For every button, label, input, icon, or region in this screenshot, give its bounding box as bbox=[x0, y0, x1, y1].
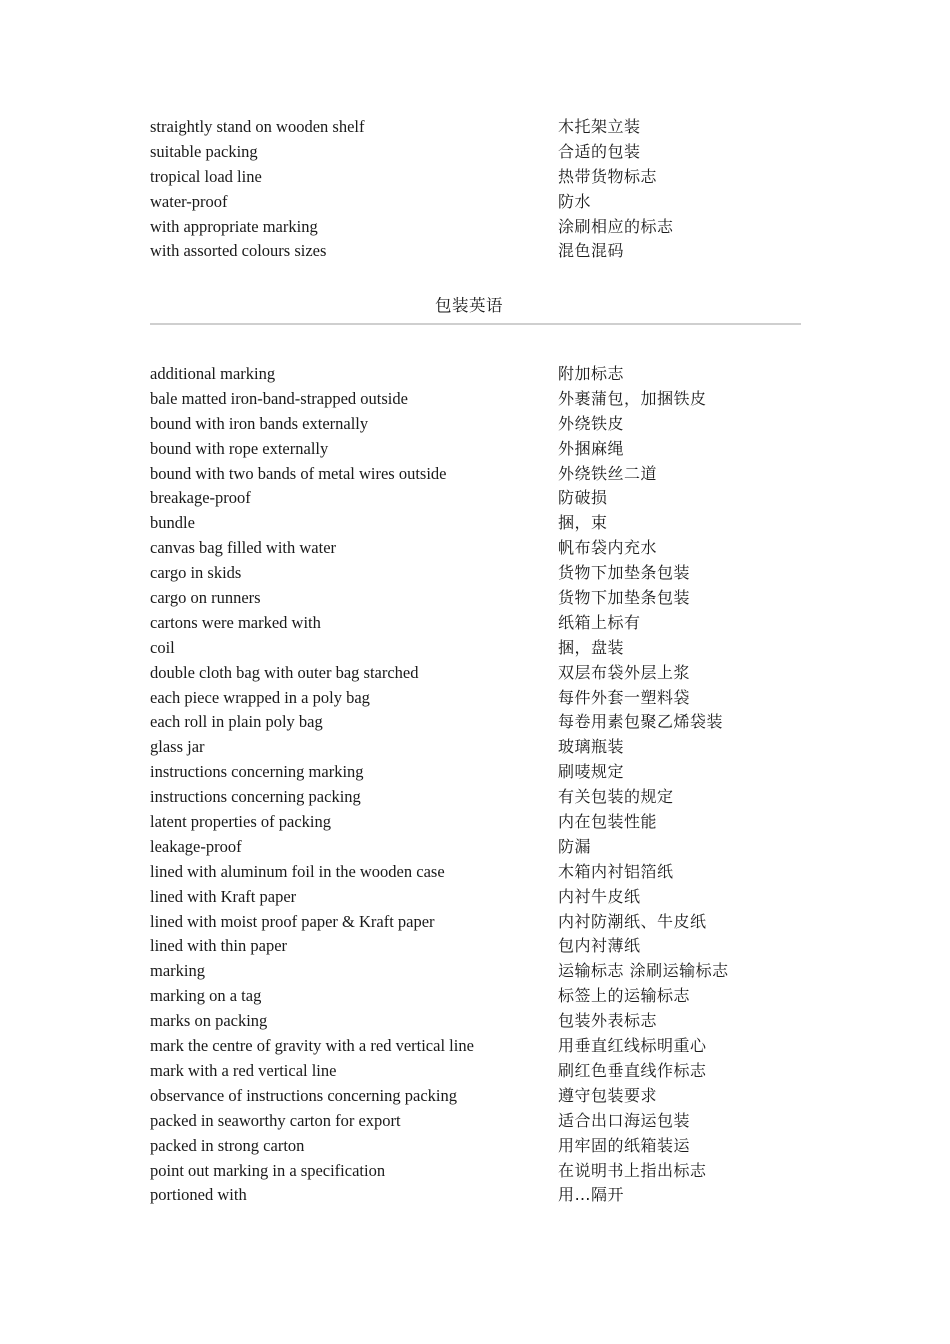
term-chinese: 木箱内衬铝箔纸 bbox=[558, 861, 674, 881]
term-chinese: 涂刷相应的标志 bbox=[558, 216, 674, 236]
term-chinese: 外裹蒲包，加捆铁皮 bbox=[558, 388, 707, 408]
term-chinese: 运输标志 涂刷运输标志 bbox=[558, 961, 729, 981]
term-chinese: 木托架立装 bbox=[558, 117, 641, 136]
glossary-row bbox=[150, 860, 800, 885]
term-english: lined with Kraft paper bbox=[150, 886, 297, 906]
term-english: cargo on runners bbox=[150, 588, 261, 608]
term-english: mark the centre of gravity with a red vertical line bbox=[150, 1036, 474, 1056]
term-chinese: 纸箱上标有 bbox=[558, 612, 641, 632]
term-english: point out marking in a specification bbox=[150, 1160, 386, 1180]
glossary-row bbox=[150, 1134, 800, 1159]
term-chinese: 每件外套一塑料袋 bbox=[558, 687, 691, 707]
term-english: each piece wrapped in a poly bag bbox=[150, 687, 370, 707]
term-english: tropical load line bbox=[150, 166, 262, 186]
term-english: straightly stand on wooden shelf bbox=[150, 117, 365, 136]
term-english: bound with two bands of metal wires outside bbox=[150, 463, 447, 483]
glossary-row bbox=[150, 586, 800, 611]
term-english: with assorted colours sizes bbox=[150, 241, 327, 261]
term-chinese: 玻璃瓶装 bbox=[558, 737, 625, 757]
term-english: observance of instructions concerning packing bbox=[150, 1085, 457, 1105]
glossary-row bbox=[150, 1183, 800, 1208]
glossary-row bbox=[150, 735, 800, 760]
term-chinese: 附加标志 bbox=[558, 364, 625, 383]
glossary-row bbox=[150, 115, 800, 140]
glossary-row bbox=[150, 511, 800, 536]
term-english: marking bbox=[150, 961, 205, 981]
glossary-row bbox=[150, 412, 800, 437]
term-english: mark with a red vertical line bbox=[150, 1060, 337, 1080]
glossary-row bbox=[150, 959, 800, 984]
glossary-list-top bbox=[150, 115, 800, 264]
term-chinese: 外捆麻绳 bbox=[558, 438, 625, 458]
term-english: bound with iron bands externally bbox=[150, 413, 369, 433]
glossary-row bbox=[150, 140, 800, 165]
glossary-row bbox=[150, 661, 800, 686]
term-chinese: 每卷用素包聚乙烯袋装 bbox=[558, 712, 724, 732]
term-english: leakage-proof bbox=[150, 836, 242, 856]
glossary-row bbox=[150, 710, 800, 735]
glossary-row bbox=[150, 215, 800, 240]
term-english: lined with moist proof paper & Kraft paper bbox=[150, 911, 435, 931]
term-english: latent properties of packing bbox=[150, 812, 331, 832]
term-english: glass jar bbox=[150, 737, 205, 757]
glossary-list-main bbox=[150, 362, 800, 1208]
section-divider bbox=[150, 323, 801, 325]
glossary-row bbox=[150, 760, 800, 785]
term-english: breakage-proof bbox=[150, 488, 251, 508]
term-chinese: 防漏 bbox=[558, 836, 592, 856]
term-english: double cloth bag with outer bag starched bbox=[150, 662, 419, 682]
term-english: additional marking bbox=[150, 364, 276, 383]
term-chinese: 刷唛规定 bbox=[558, 762, 625, 782]
term-english: cargo in skids bbox=[150, 563, 242, 583]
term-english: instructions concerning packing bbox=[150, 787, 361, 807]
glossary-row bbox=[150, 190, 800, 215]
term-english: bound with rope externally bbox=[150, 438, 329, 458]
term-chinese: 内衬防潮纸、牛皮纸 bbox=[558, 911, 707, 931]
term-english: coil bbox=[150, 637, 175, 657]
glossary-row bbox=[150, 1159, 800, 1184]
term-chinese: 双层布袋外层上浆 bbox=[558, 662, 691, 682]
term-chinese: 刷红色垂直线作标志 bbox=[558, 1060, 707, 1080]
glossary-row bbox=[150, 1059, 800, 1084]
term-chinese: 遵守包装要求 bbox=[558, 1085, 658, 1105]
glossary-row bbox=[150, 810, 800, 835]
glossary-row bbox=[150, 835, 800, 860]
term-english: bale matted iron-band-strapped outside bbox=[150, 388, 408, 408]
term-chinese: 帆布袋内充水 bbox=[558, 538, 658, 558]
term-english: lined with thin paper bbox=[150, 936, 288, 956]
term-chinese: 混色混码 bbox=[558, 241, 625, 261]
glossary-row bbox=[150, 387, 800, 412]
term-chinese: 适合出口海运包装 bbox=[558, 1110, 691, 1130]
glossary-row bbox=[150, 239, 800, 264]
term-english: each roll in plain poly bag bbox=[150, 712, 323, 732]
glossary-row bbox=[150, 561, 800, 586]
term-english: water-proof bbox=[150, 191, 228, 211]
glossary-row bbox=[150, 636, 800, 661]
term-english: cartons were marked with bbox=[150, 612, 321, 632]
term-chinese: 热带货物标志 bbox=[558, 166, 658, 186]
term-english: portioned with bbox=[150, 1185, 247, 1205]
glossary-row bbox=[150, 785, 800, 810]
glossary-row bbox=[150, 437, 800, 462]
glossary-row bbox=[150, 611, 800, 636]
term-chinese: 防破损 bbox=[558, 488, 608, 508]
glossary-row bbox=[150, 1034, 800, 1059]
term-chinese: 包内衬薄纸 bbox=[558, 936, 641, 956]
term-chinese: 外绕铁皮 bbox=[558, 413, 625, 433]
glossary-row bbox=[150, 165, 800, 190]
glossary-row bbox=[150, 686, 800, 711]
term-chinese: 在说明书上指出标志 bbox=[558, 1160, 707, 1180]
term-english: packed in seaworthy carton for export bbox=[150, 1110, 401, 1130]
term-chinese: 内在包装性能 bbox=[558, 812, 658, 832]
term-chinese: 包装外表标志 bbox=[558, 1011, 658, 1031]
term-english: marking on a tag bbox=[150, 986, 262, 1006]
term-chinese: 有关包装的规定 bbox=[558, 787, 674, 807]
glossary-row bbox=[150, 486, 800, 511]
term-english: canvas bag filled with water bbox=[150, 538, 337, 558]
term-english: instructions concerning marking bbox=[150, 762, 364, 782]
term-chinese: 货物下加垫条包装 bbox=[558, 588, 691, 608]
glossary-row bbox=[150, 885, 800, 910]
glossary-row bbox=[150, 462, 800, 487]
glossary-row bbox=[150, 910, 800, 935]
term-english: suitable packing bbox=[150, 141, 258, 161]
term-chinese: 内衬牛皮纸 bbox=[558, 886, 641, 906]
term-english: with appropriate marking bbox=[150, 216, 318, 236]
glossary-row bbox=[150, 1109, 800, 1134]
term-chinese: 用…隔开 bbox=[558, 1185, 625, 1205]
term-english: lined with aluminum foil in the wooden case bbox=[150, 861, 445, 881]
glossary-row bbox=[150, 984, 800, 1009]
term-chinese: 防水 bbox=[558, 191, 592, 211]
term-chinese: 标签上的运输标志 bbox=[558, 986, 691, 1006]
term-chinese: 货物下加垫条包装 bbox=[558, 563, 691, 583]
glossary-row bbox=[150, 362, 800, 387]
term-chinese: 合适的包装 bbox=[558, 141, 641, 161]
glossary-row bbox=[150, 536, 800, 561]
term-chinese: 捆，盘装 bbox=[558, 637, 625, 657]
term-english: packed in strong carton bbox=[150, 1135, 305, 1155]
glossary-row bbox=[150, 1084, 800, 1109]
section-title: 包装英语 bbox=[435, 296, 503, 315]
term-chinese: 外绕铁丝二道 bbox=[558, 463, 658, 483]
term-english: marks on packing bbox=[150, 1011, 268, 1031]
glossary-row bbox=[150, 1009, 800, 1034]
term-english: bundle bbox=[150, 513, 195, 533]
glossary-row bbox=[150, 934, 800, 959]
term-chinese: 捆，束 bbox=[558, 513, 608, 533]
term-chinese: 用垂直红线标明重心 bbox=[558, 1036, 707, 1056]
term-chinese: 用牢固的纸箱装运 bbox=[558, 1135, 691, 1155]
